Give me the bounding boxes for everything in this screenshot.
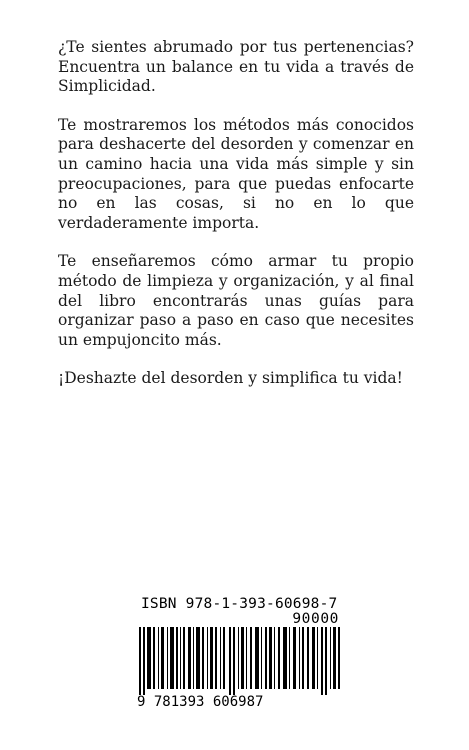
blurb-paragraph-4: ¡Deshazte del desorden y simplifica tu vida! xyxy=(58,369,403,388)
barcode-bars xyxy=(137,627,341,695)
barcode-digits: 9 781393 606987 xyxy=(137,694,264,710)
price-code: 90000 xyxy=(292,611,339,627)
isbn-barcode xyxy=(133,587,345,718)
blurb-paragraph-3: Te enseñaremos cómo armar tu propio método de limpieza y organización, y al final del libro encontrarás unas guías para organizar paso a paso en caso que necesites un empujoncito más. xyxy=(58,252,414,349)
blurb-paragraph-2: Te mostraremos los métodos más conocidos para deshacerte del desorden y comenzar en un camino hacia una vida más simple y sin preocupaciones, para que puedas enfocarte no en las cosas, si no en lo que verdaderamente importa. xyxy=(58,115,414,232)
isbn-label: ISBN 978-1-393-60698-7 xyxy=(141,596,338,612)
blurb-paragraph-1: ¿Te sientes abrumado por tus pertenencias? Encuentra un balance en tu vida a través de Simplicidad. xyxy=(58,38,414,96)
back-cover-blurb xyxy=(58,38,414,389)
